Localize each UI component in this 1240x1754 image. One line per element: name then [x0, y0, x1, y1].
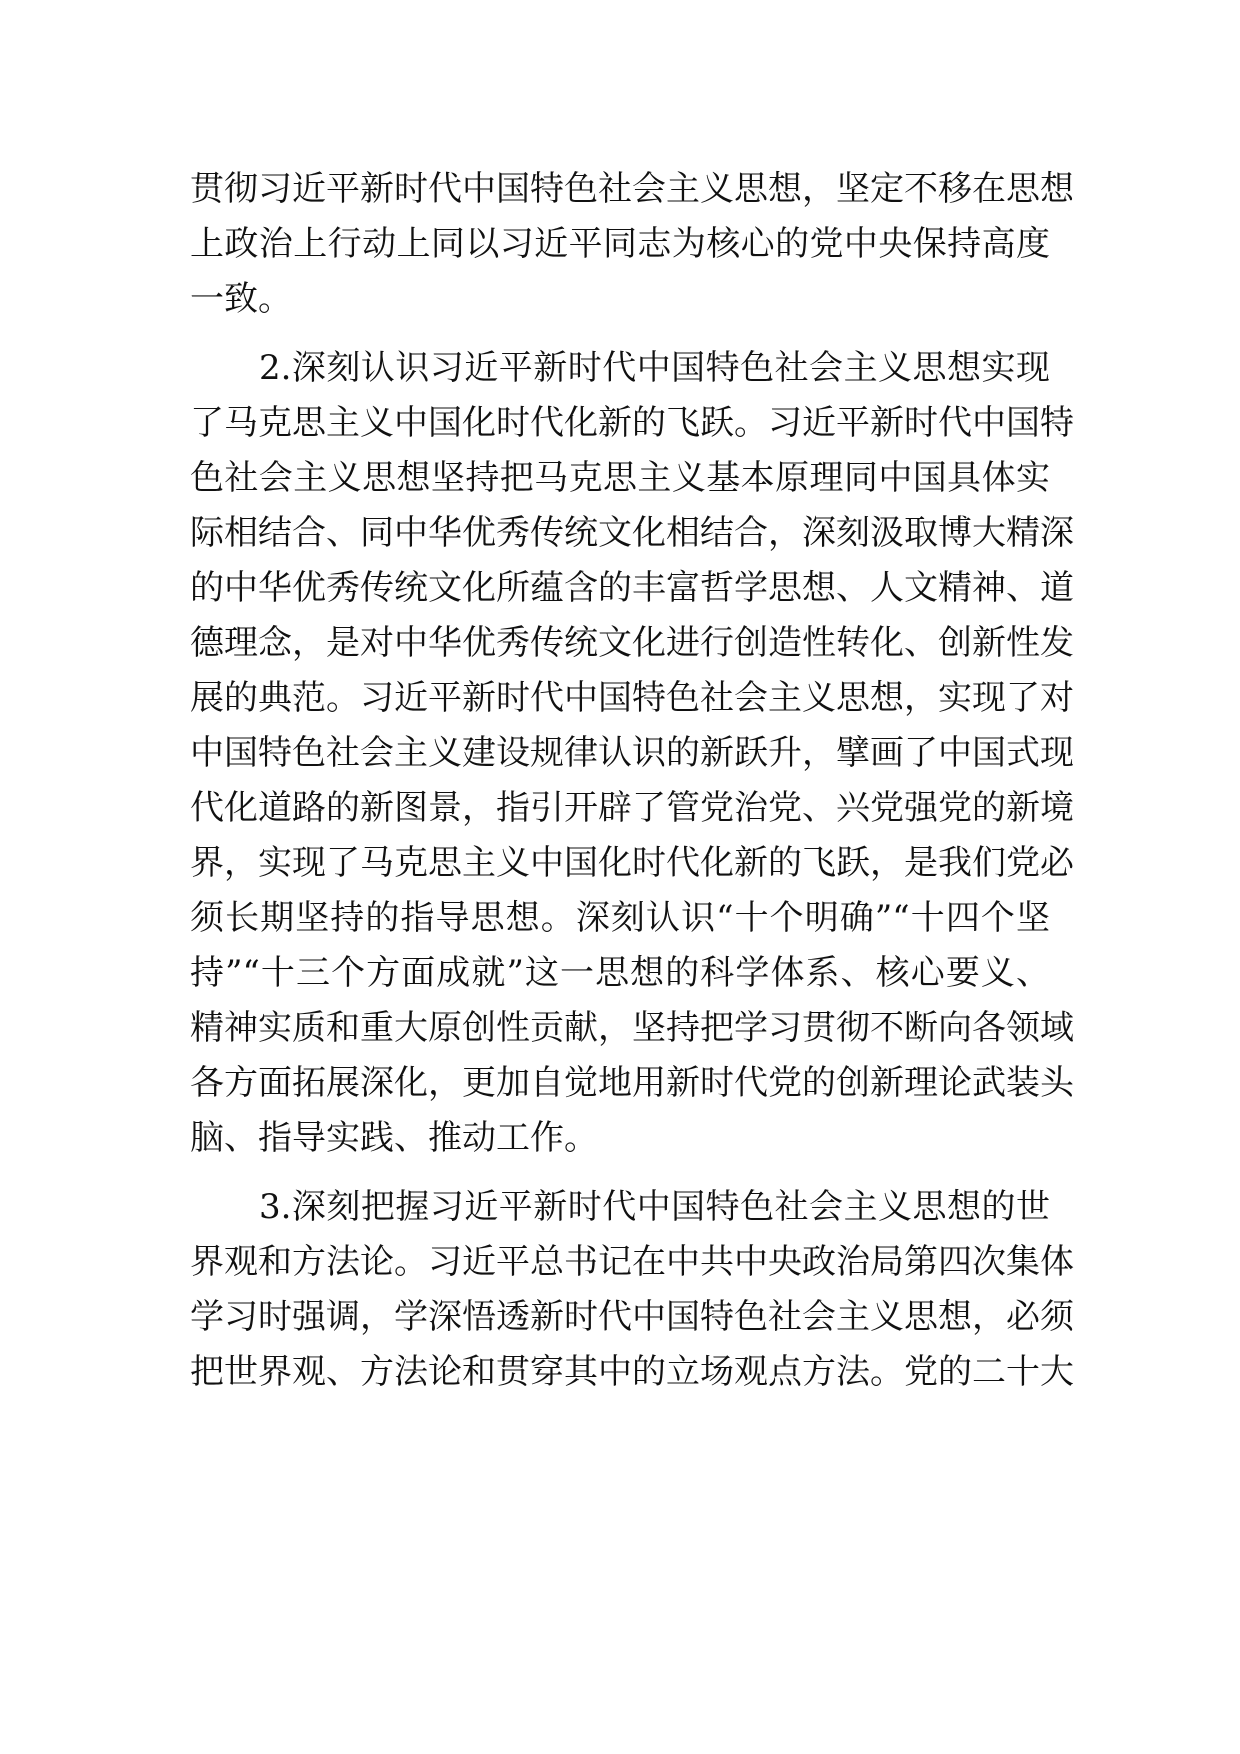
text-line: 色社会主义思想坚持把马克思主义基本原理同中国具体实	[190, 458, 1050, 498]
text-line: 界观和方法论。习近平总书记在中共中央政治局第四次集体	[190, 1242, 1074, 1282]
paragraph-1	[190, 162, 1074, 327]
text-line: 德理念，是对中华优秀传统文化进行创造性转化、创新性发	[190, 623, 1074, 663]
text-line: 2.深刻认识习近平新时代中国特色社会主义思想实现	[190, 348, 1050, 388]
text-line: 持”“十三个方面成就”这一思想的科学体系、核心要义、	[190, 953, 1050, 993]
paragraph-3	[190, 1180, 1074, 1400]
text-line: 3.深刻把握习近平新时代中国特色社会主义思想的世	[190, 1187, 1050, 1227]
text-line: 际相结合、同中华优秀传统文化相结合，深刻汲取博大精深	[190, 513, 1074, 553]
text-line: 脑、指导实践、推动工作。	[190, 1118, 598, 1158]
text-line: 把世界观、方法论和贯穿其中的立场观点方法。党的二十大	[190, 1352, 1074, 1392]
text-line: 了马克思主义中国化时代化新的飞跃。习近平新时代中国特	[190, 403, 1074, 443]
text-line: 一致。	[190, 279, 292, 319]
text-line: 展的典范。习近平新时代中国特色社会主义思想，实现了对	[190, 678, 1074, 718]
text-line: 贯彻习近平新时代中国特色社会主义思想，坚定不移在思想	[190, 169, 1074, 209]
text-line: 各方面拓展深化，更加自觉地用新时代党的创新理论武装头	[190, 1063, 1074, 1103]
text-line: 代化道路的新图景，指引开辟了管党治党、兴党强党的新境	[190, 788, 1074, 828]
document-body	[190, 162, 1074, 1400]
text-line: 界，实现了马克思主义中国化时代化新的飞跃，是我们党必	[190, 843, 1074, 883]
text-line: 精神实质和重大原创性贡献，坚持把学习贯彻不断向各领域	[190, 1008, 1074, 1048]
text-line: 中国特色社会主义建设规律认识的新跃升，擘画了中国式现	[190, 733, 1074, 773]
text-line: 的中华优秀传统文化所蕴含的丰富哲学思想、人文精神、道	[190, 568, 1074, 608]
text-line: 学习时强调，学深悟透新时代中国特色社会主义思想，必须	[190, 1297, 1074, 1337]
text-line: 须长期坚持的指导思想。深刻认识“十个明确”“十四个坚	[190, 898, 1050, 938]
paragraph-2	[190, 341, 1074, 1166]
text-line: 上政治上行动上同以习近平同志为核心的党中央保持高度	[190, 224, 1050, 264]
